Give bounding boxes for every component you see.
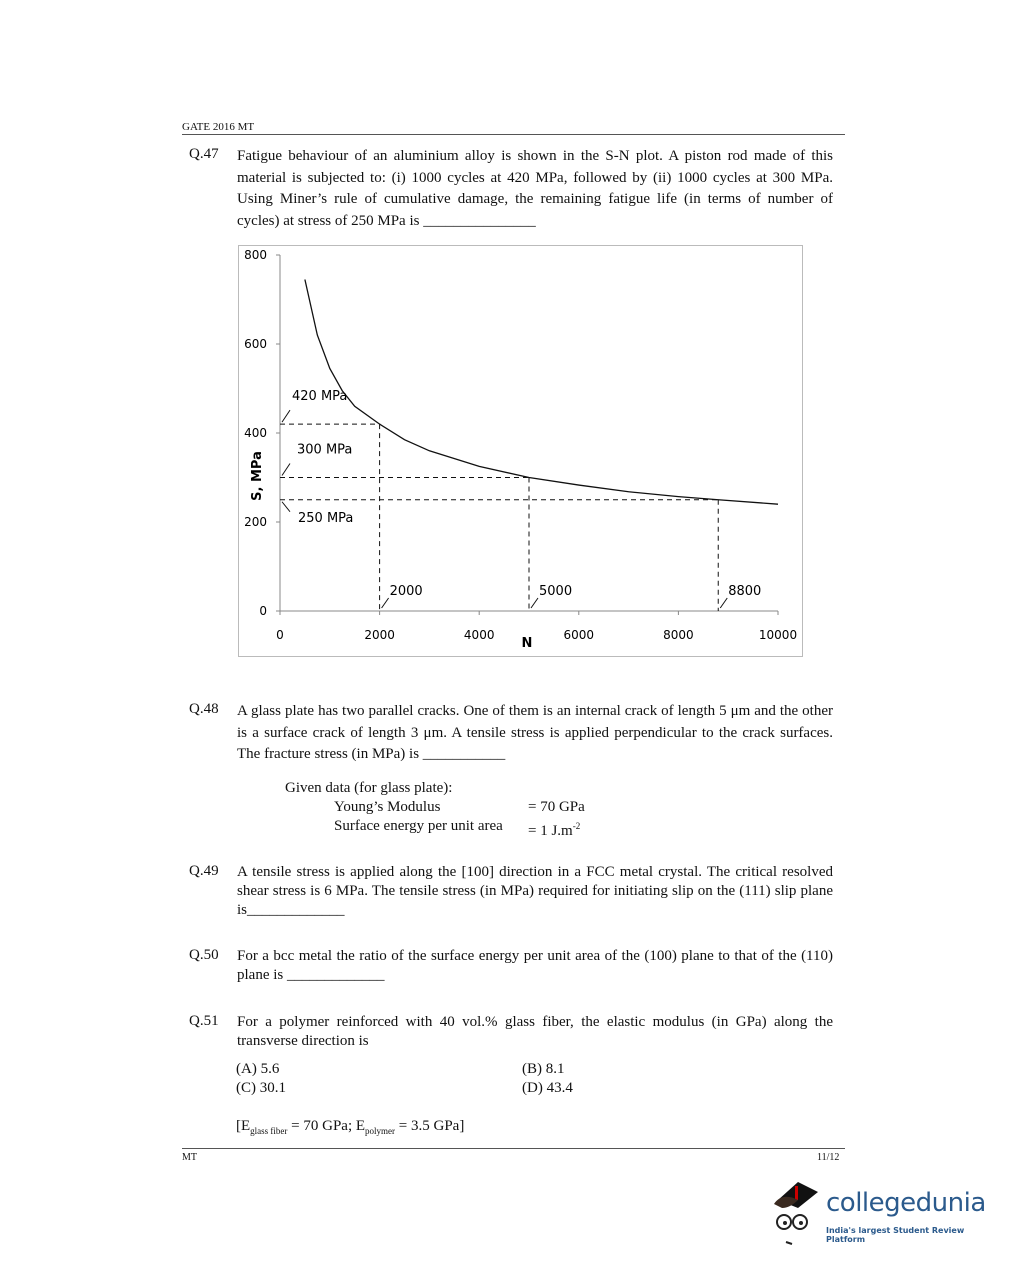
q51-note: [$E_{glass fiber} = 70$ GPa; $E_{polymer} = 3.5$ GPa] — [236, 1118, 465, 1136]
option-a: (A) 5.6 — [236, 1061, 280, 1077]
cycles-annotation: 5000 — [539, 584, 573, 599]
q48-given-value: = 1 $J.m^{-2}$ — [528, 821, 581, 839]
annotation-arrow — [282, 464, 290, 476]
x-axis-label: N — [521, 636, 533, 651]
x-tick-label: 0 — [276, 628, 284, 642]
x-tick-label: 2000 — [364, 628, 395, 642]
q50-text: For a bcc metal the ratio of the surface energy per unit area of the (100) plane to that of the (110) plane is _____________ — [237, 948, 833, 983]
cycles-annotation: 2000 — [389, 584, 423, 599]
y-tick-label: 600 — [244, 337, 267, 351]
x-tick-label: 8000 — [663, 628, 694, 642]
stress-annotation: 250 MPa — [298, 510, 354, 526]
q51-number: Q.51 — [189, 1013, 219, 1029]
q49-number: Q.49 — [189, 863, 219, 879]
y-axis-label: S, MPa — [250, 451, 265, 501]
q48-given-label: Surface energy per unit area — [334, 818, 503, 834]
logo-tagline: India's largest Student Review Platform — [826, 1226, 965, 1244]
mascot-icon — [768, 1178, 828, 1248]
q47-text: Fatigue behaviour of an aluminium alloy is shown in the S-N plot. A piston rod made of this material is subjected to: (i) 1000 cycles at 420 MPa, followed by (ii) 1000 cycles at 300 MPa. Using Miner’s rule of cumulative damage, the remaining fatigue life (in terms of number of cycles) at stress of 250 MPa is _______________ — [237, 148, 833, 229]
footer-left: MT — [182, 1152, 197, 1163]
option-d: (D) 43.4 — [522, 1080, 573, 1096]
y-tick-label: 400 — [244, 426, 267, 440]
q48-number: Q.48 — [189, 701, 219, 717]
q51-text: For a polymer reinforced with 40 vol.% glass fiber, the elastic modulus (in GPa) along the transverse direction is — [237, 1014, 833, 1049]
q48-given-value: = 70 GPa — [528, 799, 585, 815]
annotation-arrow — [282, 410, 290, 422]
q47-number: Q.47 — [189, 146, 219, 162]
logo-wordmark: collegedunia — [826, 1188, 986, 1218]
header-title: GATE 2016 MT — [182, 121, 255, 133]
cycles-annotation: 8800 — [728, 584, 762, 599]
stress-annotation: 300 MPa — [297, 442, 353, 458]
option-b: (B) 8.1 — [522, 1061, 565, 1077]
q50-number: Q.50 — [189, 947, 219, 963]
q48-text: A glass plate has two parallel cracks. One of them is an internal crack of length 5 μm and the other is a surface crack of length 3 μm. A tensile stress is applied perpendicular to the crack surfaces. The fracture stress (in MPa) is ___________ — [237, 703, 833, 762]
option-c: (C) 30.1 — [236, 1080, 286, 1096]
header-rule — [182, 134, 845, 135]
annotation-arrow — [720, 598, 727, 608]
q48-given-title: Given data (for glass plate): — [285, 780, 453, 796]
x-tick-label: 6000 — [563, 628, 595, 642]
sn-curve — [305, 279, 778, 504]
annotation-arrow — [531, 598, 538, 608]
sn-chart — [238, 245, 803, 657]
annotation-arrow — [282, 502, 290, 512]
x-tick-label: 4000 — [463, 628, 495, 642]
q49-text: A tensile stress is applied along the [100] direction in a FCC metal crystal. The critical resolved shear stress is 6 MPa. The tensile stress (in MPa) required for initiating slip on the (111) slip plane is_____________ — [237, 864, 833, 918]
footer-rule — [182, 1148, 845, 1149]
annotation-arrow — [382, 598, 389, 608]
y-tick-label: 800 — [244, 248, 267, 262]
footer-page-number: 11/12 — [817, 1152, 840, 1163]
y-tick-label: 200 — [244, 515, 267, 529]
stress-annotation: 420 MPa — [292, 389, 348, 405]
collegedunia-logo — [768, 1178, 998, 1248]
x-tick-label: 10000 — [758, 628, 798, 642]
q48-given-label: Young’s Modulus — [334, 799, 441, 815]
y-tick-label: 0 — [259, 604, 267, 618]
